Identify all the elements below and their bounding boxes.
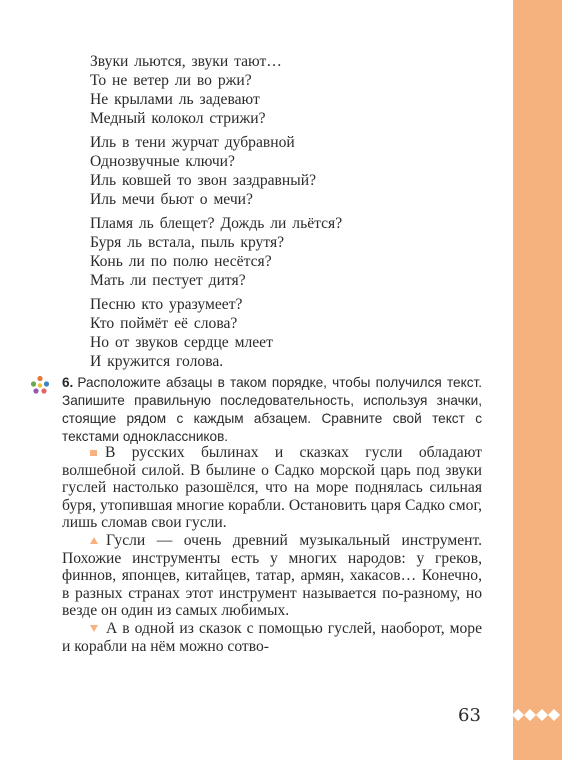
poem-line: Конь ли по полю несётся? — [90, 253, 272, 270]
poem — [90, 52, 342, 376]
poem-stanza-3 — [90, 214, 342, 290]
poem-line: Однозвучные ключи? — [90, 153, 235, 170]
poem-line: Кто поймёт её слова? — [90, 315, 238, 332]
paragraph-text: А в одной из сказок с помощью гуслей, наоборот, море и корабли на нём можно сотво- — [62, 619, 482, 655]
side-color-band — [513, 0, 562, 760]
poem-line: Но от звуков сердце млеет — [90, 334, 273, 351]
poem-line: И кружится голова. — [90, 353, 224, 370]
triangle-up-marker-icon — [90, 537, 98, 544]
poem-line: Буря ль встала, пыль крутя? — [90, 234, 285, 251]
task-6 — [62, 374, 482, 446]
poem-stanza-1 — [90, 52, 342, 128]
paragraph-text: В русских былинах и сказках гусли обладают волшебной силой. В былине о Садко морской царь под звуки гуслей настолько разошёлся, что на море поднялась сильная буря, утопившая многие корабли. Остановить царя Садко смог, лишь сломав свои гусли. — [62, 444, 482, 532]
poem-line: Не крылами ль задевают — [90, 91, 260, 108]
poem-line: То не ветер ли во ржи? — [90, 72, 252, 89]
poem-line: Медный колокол стрижи? — [90, 110, 266, 127]
poem-line: Иль в тени журчат дубравной — [90, 134, 295, 151]
task-number: 6. — [62, 375, 74, 390]
paragraph-text: Гусли — очень древний музыкальный инструмент. Похожие инструменты есть у многих народов: у греков, финнов, японцев, китайцев, татар, армян, хака́сов… Конечно, в разных странах этот инструмент называется по-разному, но везде он один из самых любимых. — [62, 531, 482, 620]
zigzag-ornament-icon — [512, 706, 562, 724]
poem-line: Мать ли пестует дитя? — [90, 272, 246, 289]
poem-stanza-4 — [90, 295, 342, 371]
group-work-icon — [30, 375, 50, 395]
paragraph-square — [62, 444, 482, 532]
page-number: 63 — [458, 705, 481, 726]
poem-line: Пламя ль блещет? Дождь ли льётся? — [90, 215, 343, 232]
paragraph-triangle-up — [62, 532, 482, 620]
poem-line: Песню кто уразумеет? — [90, 296, 243, 313]
task-text: Расположите абзацы в таком порядке, чтобы получился текст. Запишите правильную последовательность, используя значки, стоящие рядом с каждым абзацем. Сравните свой текст с текстами одноклассников. — [62, 375, 482, 444]
poem-stanza-2 — [90, 133, 342, 209]
poem-line: Иль мечи бьют о мечи? — [90, 191, 253, 208]
triangle-down-marker-icon — [90, 625, 98, 632]
task-paragraphs — [62, 444, 482, 655]
poem-line: Звуки льются, звуки тают… — [90, 53, 282, 70]
paragraph-triangle-down — [62, 620, 482, 655]
square-marker-icon — [90, 450, 97, 456]
poem-line: Иль ковшей то звон заздравный? — [90, 172, 316, 189]
